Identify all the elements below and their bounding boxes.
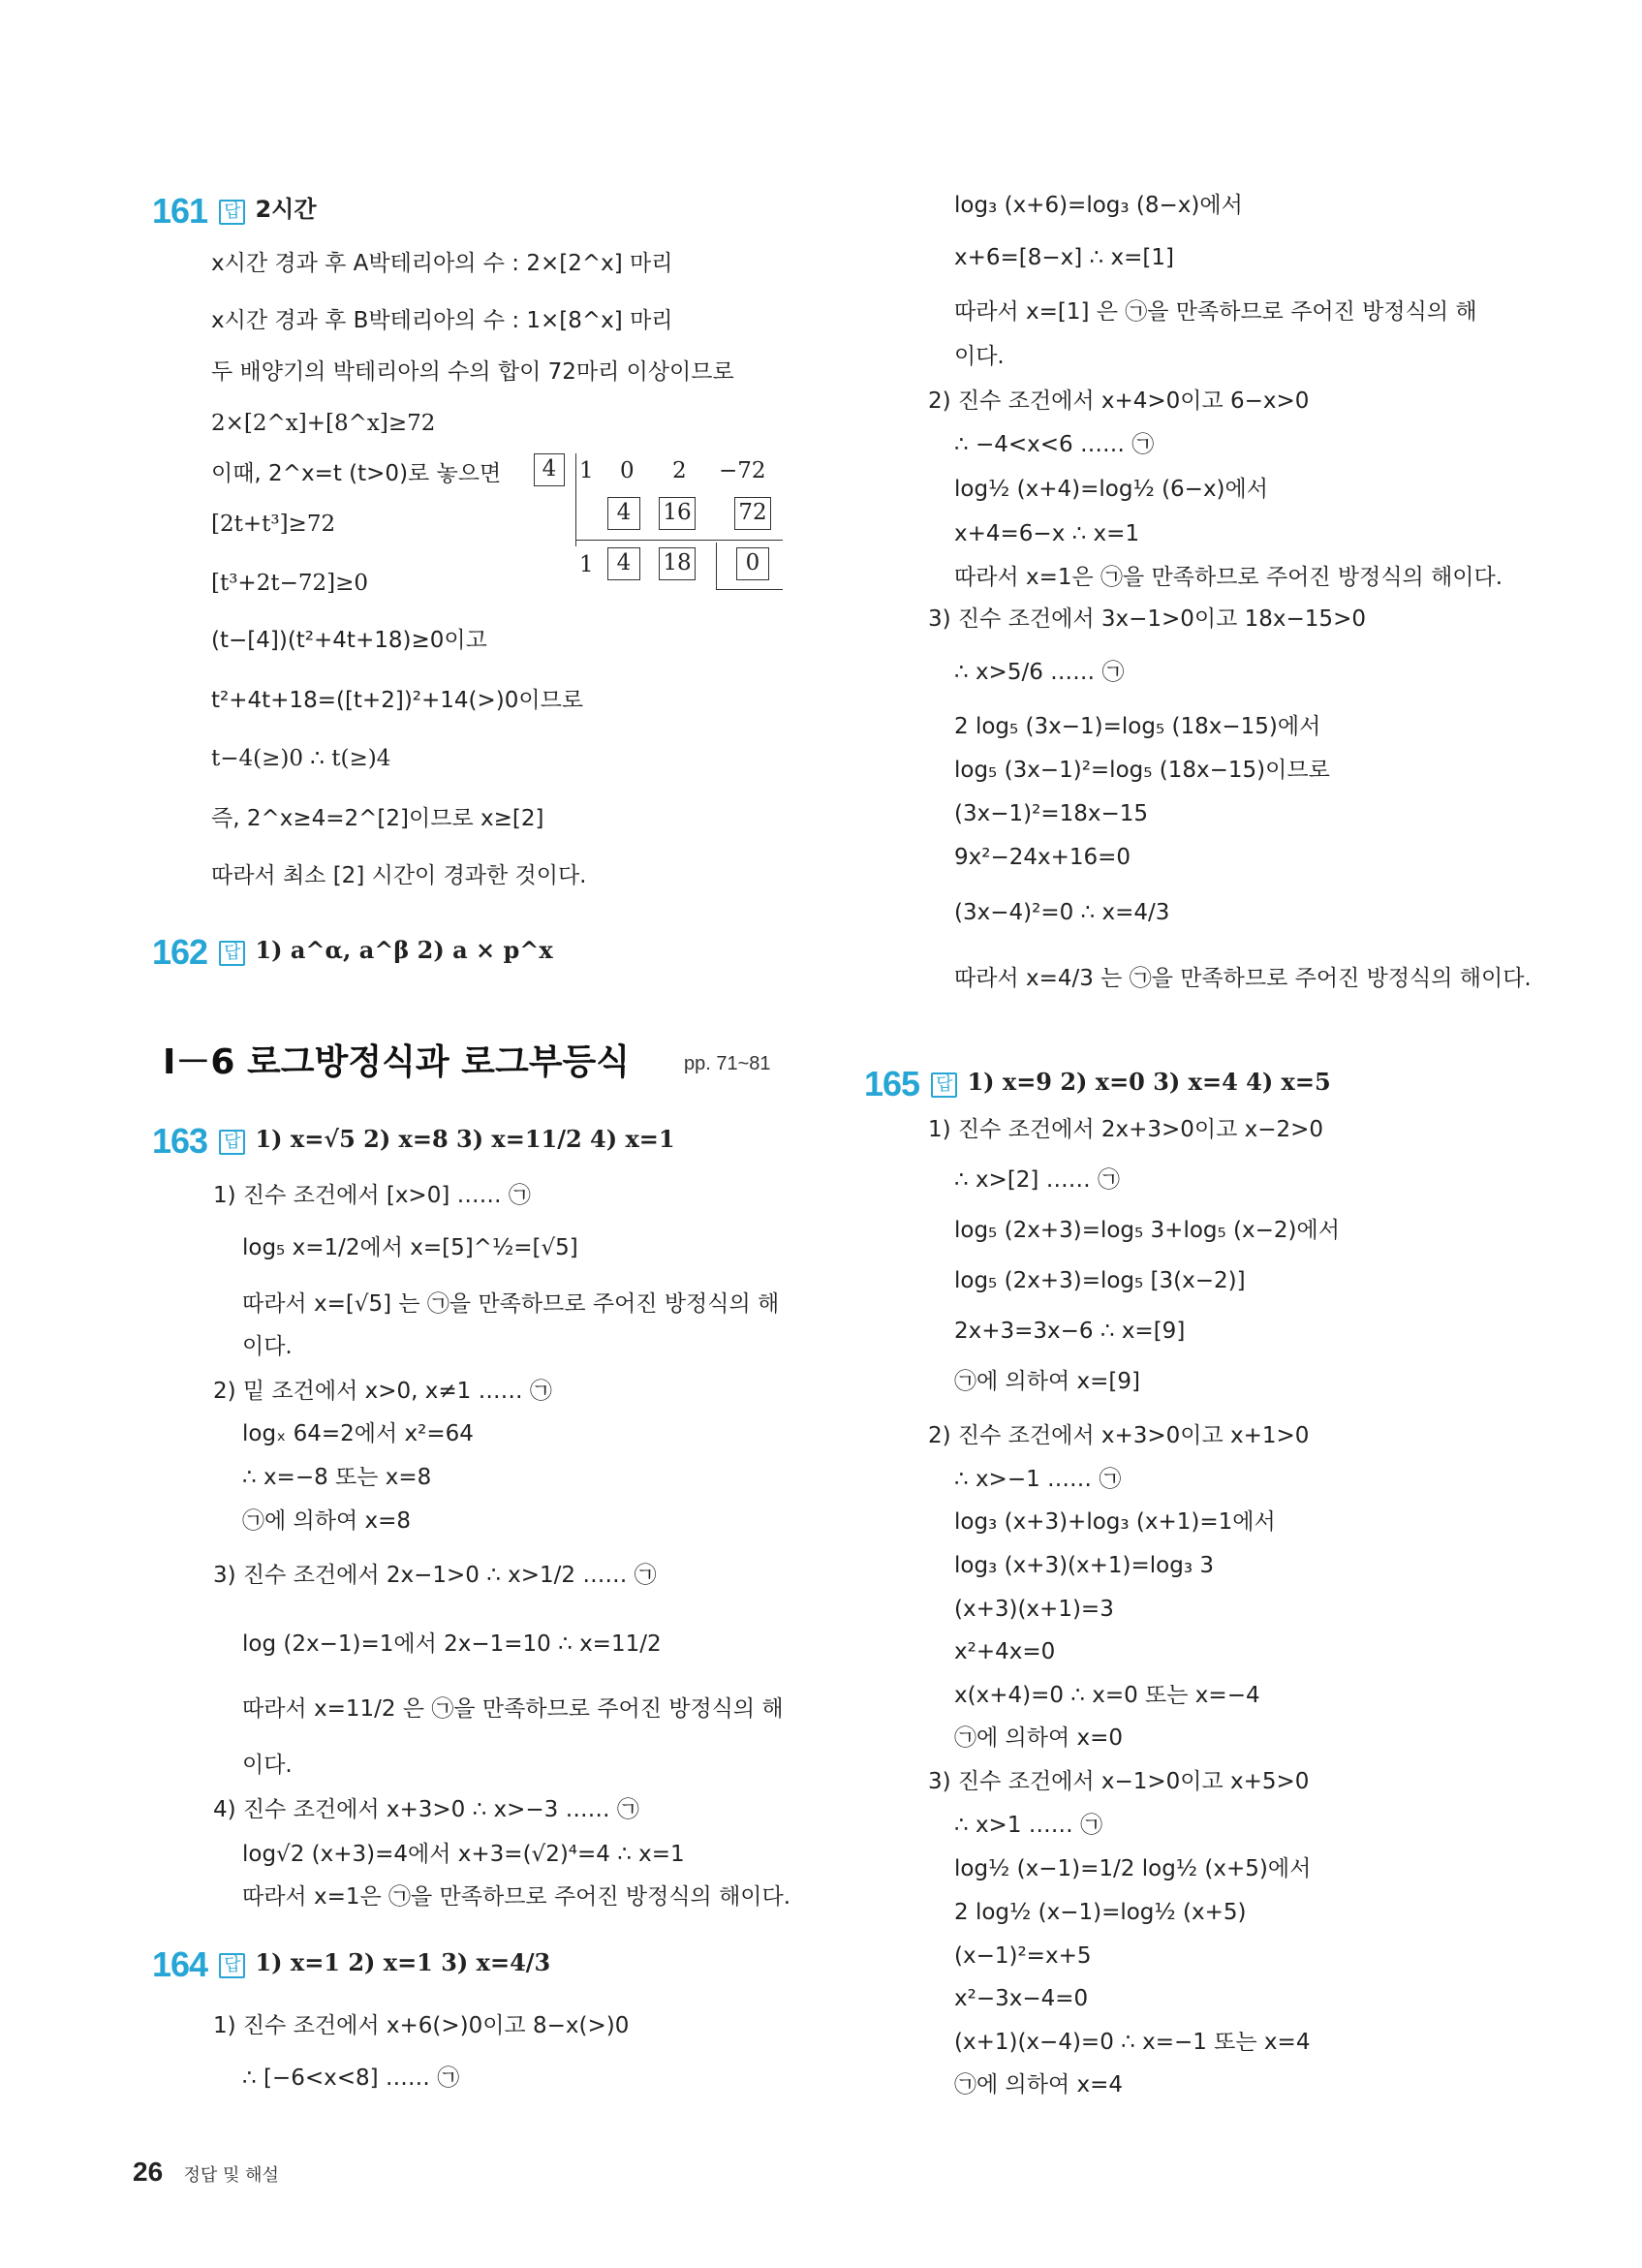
coefficient: 2: [672, 458, 687, 483]
solution-line: 따라서 최소 [2] 시간이 경과한 것이다.: [211, 863, 587, 888]
solution-line: 2x+3=3x−6 ∴ x=[9]: [954, 1319, 1186, 1344]
quotient: 18: [663, 550, 692, 575]
solution-line: log₅ x=1/2에서 x=[5]^½=[√5]: [242, 1235, 578, 1260]
problem-number: 163: [152, 1121, 208, 1161]
problem-number: 164: [152, 1944, 208, 1984]
problem-number: 165: [864, 1064, 920, 1103]
solution-line: 이다.: [954, 344, 1005, 369]
solution-line: 3) 진수 조건에서 x−1>0이고 x+5>0: [928, 1769, 1310, 1794]
solution-line: 2 log½ (x−1)=log½ (x+5): [954, 1900, 1247, 1925]
solution-line: 따라서 x=1은 ㉠을 만족하므로 주어진 방정식의 해이다.: [242, 1884, 791, 1910]
solution-line: ∴ x=−8 또는 x=8: [242, 1465, 432, 1490]
solution-line: 4) 진수 조건에서 x+3>0 ∴ x>−3 …… ㉠: [213, 1797, 639, 1822]
answer-text: 1) x=9 2) x=0 3) x=4 4) x=5: [967, 1068, 1331, 1096]
problem-162-header: [152, 933, 553, 973]
solution-line: (3x−1)²=18x−15: [954, 801, 1149, 826]
solution-line: t²+4t+18=([t+2])²+14(>)0이므로: [211, 688, 584, 713]
solution-line: (x+3)(x+1)=3: [954, 1597, 1114, 1622]
solution-line: 2×[2^x]+[8^x]≥72: [211, 411, 436, 436]
answer-badge: 답: [219, 941, 245, 966]
solution-line: x+4=6−x ∴ x=1: [954, 521, 1140, 546]
solution-line: log₅ (2x+3)=log₅ 3+log₅ (x−2)에서: [954, 1218, 1340, 1243]
footer-label: 정답 및 해설: [183, 2165, 279, 2186]
solution-line: log√2 (x+3)=4에서 x+3=(√2)⁴=4 ∴ x=1: [242, 1842, 685, 1867]
solution-line: 이다.: [242, 1753, 293, 1778]
solution-line: ∴ x>−1 …… ㉠: [954, 1467, 1122, 1492]
solution-line: x+6=[8−x] ∴ x=[1]: [954, 245, 1174, 270]
solution-line: 3) 진수 조건에서 2x−1>0 ∴ x>1/2 …… ㉠: [213, 1563, 657, 1588]
divisor: 4: [542, 456, 557, 482]
solution-line: ∴ [−6<x<8] …… ㉠: [242, 2066, 460, 2091]
solution-line: 2) 진수 조건에서 x+4>0이고 6−x>0: [928, 388, 1310, 414]
solution-line: x²−3x−4=0: [954, 1986, 1089, 2011]
section-page-ref: pp. 71~81: [684, 1053, 771, 1074]
solution-line: 이다.: [242, 1334, 293, 1359]
page-footer: [133, 2157, 279, 2191]
solution-line: ∴ x>[2] …… ㉠: [954, 1167, 1121, 1193]
answer-badge: 답: [219, 1953, 245, 1978]
solution-line: log (2x−1)=1에서 2x−1=10 ∴ x=11/2: [242, 1631, 662, 1657]
quotient: 4: [616, 550, 632, 575]
solution-line: log₃ (x+3)+log₃ (x+1)=1에서: [954, 1509, 1276, 1535]
solution-line: 9x²−24x+16=0: [954, 845, 1131, 870]
product: 72: [738, 500, 767, 525]
solution-line: 따라서 x=[√5] 는 ㉠을 만족하므로 주어진 방정식의 해: [242, 1291, 780, 1317]
page-number: 26: [133, 2157, 164, 2187]
solution-line: log½ (x−1)=1/2 log½ (x+5)에서: [954, 1856, 1312, 1881]
solution-line: log₅ (3x−1)²=log₅ (18x−15)이므로: [954, 758, 1330, 783]
solution-line: ㉠에 의하여 x=4: [954, 2072, 1124, 2097]
solution-line: log½ (x+4)=log½ (6−x)에서: [954, 477, 1268, 502]
coefficient: 1: [579, 458, 594, 483]
problem-165-header: [864, 1065, 1331, 1104]
problem-161-header: [152, 192, 317, 232]
solution-line: x시간 경과 후 A박테리아의 수 : 2×[2^x] 마리: [211, 251, 673, 276]
solution-line: 이때, 2^x=t (t>0)로 놓으면: [211, 461, 502, 486]
solution-line: ㉠에 의하여 x=[9]: [954, 1369, 1140, 1394]
solution-line: ∴ −4<x<6 …… ㉠: [954, 432, 1155, 457]
solution-line: 1) 진수 조건에서 2x+3>0이고 x−2>0: [928, 1117, 1324, 1142]
solution-line: 1) 진수 조건에서 x+6(>)0이고 8−x(>)0: [213, 2013, 630, 2038]
solution-line: t−4(≥)0 ∴ t(≥)4: [211, 746, 391, 771]
solution-line: 두 배양기의 박테리아의 수의 합이 72마리 이상이므로: [211, 359, 734, 385]
solution-line: 3) 진수 조건에서 3x−1>0이고 18x−15>0: [928, 606, 1366, 632]
answer-text: 2시간: [255, 196, 317, 223]
solution-line: (x−1)²=x+5: [954, 1943, 1092, 1969]
quotient: 1: [579, 552, 594, 577]
answer-text: 1) a^α, a^β 2) a × p^x: [255, 936, 553, 964]
problem-number: 161: [152, 191, 208, 231]
solution-line: x시간 경과 후 B박테리아의 수 : 1×[8^x] 마리: [211, 308, 673, 333]
solution-line: x(x+4)=0 ∴ x=0 또는 x=−4: [954, 1683, 1260, 1708]
solution-line: log₃ (x+6)=log₃ (8−x)에서: [954, 193, 1243, 218]
answer-badge: 답: [219, 1130, 245, 1155]
solution-line: 따라서 x=1은 ㉠을 만족하므로 주어진 방정식의 해이다.: [954, 565, 1503, 590]
solution-line: ∴ x>1 …… ㉠: [954, 1813, 1103, 1838]
coefficient: −72: [719, 458, 766, 483]
solution-line: (3x−4)²=0 ∴ x=4/3: [954, 900, 1170, 925]
remainder: 0: [745, 550, 760, 575]
answer-text: 1) x=√5 2) x=8 3) x=11/2 4) x=1: [255, 1125, 675, 1153]
solution-line: logₓ 64=2에서 x²=64: [242, 1421, 474, 1446]
solution-line: log₅ (2x+3)=log₅ [3(x−2)]: [954, 1268, 1246, 1293]
solution-line: 따라서 x=4/3 는 ㉠을 만족하므로 주어진 방정식의 해이다.: [954, 966, 1532, 991]
solution-line: 2) 밑 조건에서 x>0, x≠1 …… ㉠: [213, 1379, 552, 1404]
solution-line: ㉠에 의하여 x=0: [954, 1725, 1124, 1751]
problem-number: 162: [152, 932, 208, 972]
product: 16: [663, 500, 692, 525]
solution-line: 1) 진수 조건에서 [x>0] …… ㉠: [213, 1183, 531, 1208]
answer-badge: 답: [219, 200, 245, 225]
solution-line: 2) 진수 조건에서 x+3>0이고 x+1>0: [928, 1423, 1310, 1448]
solution-line: 따라서 x=11/2 은 ㉠을 만족하므로 주어진 방정식의 해: [242, 1696, 784, 1722]
problem-163-header: [152, 1122, 675, 1162]
section-title: Ⅰ－6 로그방정식과 로그부등식: [163, 1042, 631, 1082]
answer-text: 1) x=1 2) x=1 3) x=4/3: [255, 1948, 551, 1976]
coefficient: 0: [620, 458, 635, 483]
problem-164-header: [152, 1945, 550, 1985]
solution-line: ㉠에 의하여 x=8: [242, 1508, 412, 1534]
solution-line: ∴ x>5/6 …… ㉠: [954, 660, 1125, 685]
solution-line: 따라서 x=[1] 은 ㉠을 만족하므로 주어진 방정식의 해: [954, 299, 1477, 325]
answer-badge: 답: [931, 1072, 957, 1098]
solution-line: log₃ (x+3)(x+1)=log₃ 3: [954, 1553, 1215, 1578]
section-heading: [163, 1043, 630, 1082]
solution-line: [2t+t³]≥72: [211, 512, 336, 537]
solution-line: [t³+2t−72]≥0: [211, 571, 368, 596]
solution-line: 2 log₅ (3x−1)=log₅ (18x−15)에서: [954, 714, 1321, 739]
solution-line: 즉, 2^x≥4=2^[2]이므로 x≥[2]: [211, 806, 544, 831]
solution-line: (t−[4])(t²+4t+18)≥0이고: [211, 628, 487, 653]
solution-line: (x+1)(x−4)=0 ∴ x=−1 또는 x=4: [954, 2030, 1311, 2055]
product: 4: [616, 500, 632, 525]
solution-line: x²+4x=0: [954, 1639, 1056, 1664]
